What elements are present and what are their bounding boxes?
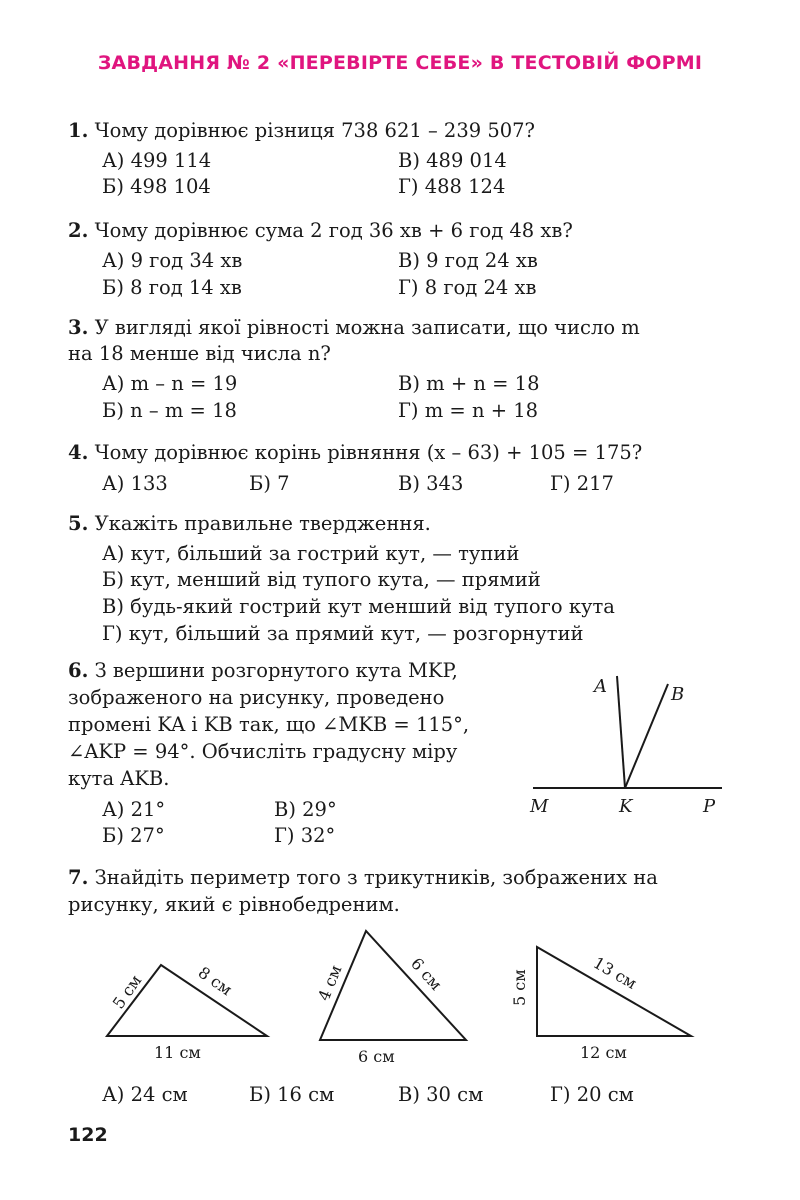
label-m: M [530, 796, 549, 817]
option-g[interactable]: Г) 32° [274, 824, 336, 847]
question-number: 2. [68, 219, 89, 242]
option-b[interactable]: Б) 8 год 14 хв [102, 276, 242, 299]
option-v[interactable]: В) 489 014 [398, 149, 507, 172]
option-a[interactable]: А) 21° [102, 798, 166, 821]
option-v[interactable]: В) 9 год 24 хв [398, 249, 538, 272]
option-a[interactable]: А) 133 [102, 472, 168, 495]
question-number: 3. [68, 316, 89, 339]
question-2 [68, 217, 573, 244]
option-v[interactable]: В) будь-який гострий кут менший від тупого кута [102, 595, 615, 618]
option-b[interactable]: Б) 7 [249, 472, 290, 495]
option-a[interactable]: А) 24 см [102, 1083, 188, 1106]
option-a[interactable]: А) кут, більший за гострий кут, — тупий [102, 542, 520, 565]
option-a[interactable]: А) 9 год 34 хв [102, 249, 243, 272]
t3-base-label: 12 см [580, 1043, 627, 1062]
option-v[interactable]: В) m + n = 18 [398, 372, 540, 395]
option-g[interactable]: Г) 20 см [550, 1083, 634, 1106]
question-text-line-1: З вершини розгорнутого кута MKP, [94, 659, 458, 682]
question-text: Чому дорівнює сума 2 год 36 хв + 6 год 48 хв? [94, 219, 573, 242]
question-text-line-2: зображеного на рисунку, проведено [68, 686, 445, 709]
triangle-2 [320, 931, 466, 1040]
question-5 [68, 510, 431, 537]
question-1 [68, 117, 535, 144]
label-b: B [671, 684, 685, 705]
question-text-line-2: рисунку, який є рівнобедреним. [68, 893, 400, 916]
question-7 [68, 864, 658, 891]
option-b[interactable]: Б) 16 см [249, 1083, 335, 1106]
ray-ka [617, 676, 625, 788]
page-title: ЗАВДАННЯ № 2 «ПЕРЕВІРТЕ СЕБЕ» В ТЕСТОВІЙ ФОРМІ [97, 52, 703, 74]
option-b[interactable]: Б) 498 104 [102, 175, 211, 198]
triangle-3 [537, 947, 691, 1036]
question-number: 1. [68, 119, 89, 142]
question-6 [68, 657, 458, 684]
question-text-line-4: ∠AKP = 94°. Обчисліть градусну міру [68, 740, 458, 763]
t1-right-label: 8 см [194, 962, 236, 1000]
question-text-line-5: кута AKB. [68, 767, 170, 790]
option-g[interactable]: Г) 488 124 [398, 175, 506, 198]
t2-right-label: 6 см [407, 953, 446, 994]
question-3 [68, 314, 640, 341]
option-g[interactable]: Г) 8 год 24 хв [398, 276, 537, 299]
option-b[interactable]: Б) кут, менший від тупого кута, — прямий [102, 568, 541, 591]
option-b[interactable]: Б) n – m = 18 [102, 399, 237, 422]
option-a[interactable]: А) m – n = 19 [102, 372, 238, 395]
question-text-line-2: на 18 менше від числа n? [68, 342, 331, 365]
question-number: 4. [68, 441, 89, 464]
option-b[interactable]: Б) 27° [102, 824, 165, 847]
question-number: 6. [68, 659, 89, 682]
question-4 [68, 439, 642, 466]
option-g[interactable]: Г) кут, більший за прямий кут, — розгорнутий [102, 622, 584, 645]
question-text-line-1: У вигляді якої рівності можна записати, що число m [94, 316, 640, 339]
label-p: P [703, 796, 716, 817]
option-v[interactable]: В) 29° [274, 798, 337, 821]
question-number: 7. [68, 866, 89, 889]
page-number: 122 [68, 1124, 108, 1146]
option-a[interactable]: А) 499 114 [102, 149, 212, 172]
question-text: Укажіть правильне твердження. [94, 512, 431, 535]
question-number: 5. [68, 512, 89, 535]
question-text: Чому дорівнює різниця 738 621 – 239 507? [94, 119, 536, 142]
label-k: K [619, 796, 633, 817]
t3-right-label: 13 см [590, 953, 641, 993]
label-a: A [594, 676, 607, 697]
t1-base-label: 11 см [154, 1043, 201, 1062]
triangle-1 [107, 962, 267, 1036]
option-v[interactable]: В) 30 см [398, 1083, 484, 1106]
option-g[interactable]: Г) 217 [550, 472, 614, 495]
option-g[interactable]: Г) m = n + 18 [398, 399, 539, 422]
option-v[interactable]: В) 343 [398, 472, 464, 495]
question-text-line-3: промені KA і KB так, що ∠MKB = 115°, [68, 713, 470, 736]
t3-left-label: 5 см [510, 969, 529, 1006]
t2-left-label: 4 см [314, 962, 346, 1004]
t1-left-label: 5 см [108, 971, 146, 1013]
question-text: Чому дорівнює корінь рівняння (x – 63) + 105 = 175? [94, 441, 643, 464]
ray-kb [625, 684, 668, 788]
question-text-line-1: Знайдіть периметр того з трикутників, зображених на [94, 866, 658, 889]
t2-base-label: 6 см [358, 1047, 395, 1066]
